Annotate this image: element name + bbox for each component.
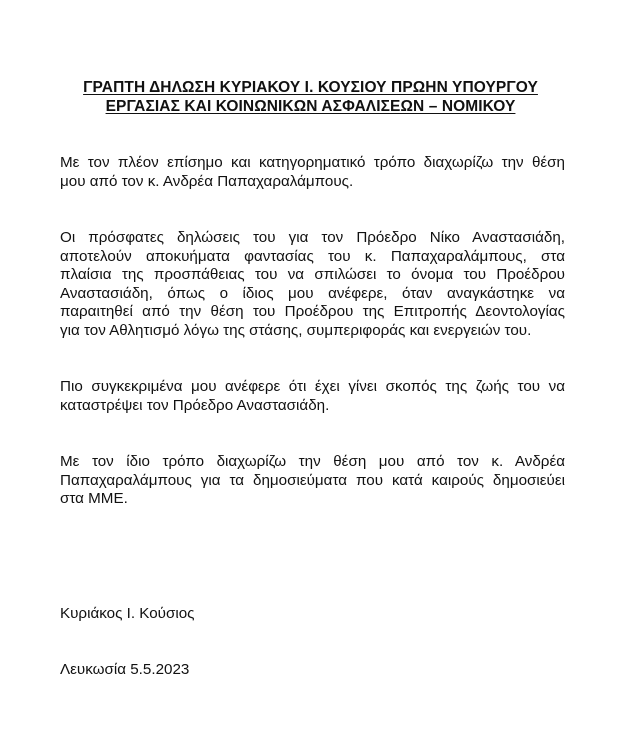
paragraph-1-line: Με τον πλέον επίσημο και κατηγορηματικό τρόπο διαχωρίζω την θέση [60,154,565,171]
document-title-line-1: ΓΡΑΠΤΗ ΔΗΛΩΣΗ ΚΥΡΙΑΚΟΥ Ι. ΚΟΥΣΙΟΥ ΠΡΩΗΝ ΥΠΟΥΡΓΟΥ [83,79,538,96]
paragraph-2-line: Αναστασιάδη, όπως ο ίδιος μου ανέφερε, όταν αναγκάστηκε να [60,284,565,302]
paragraph-2 [60,229,565,341]
paragraph-1 [60,154,565,191]
paragraph-2-line: Οι πρόσφατες δηλώσεις του για τον Πρόεδρο Νίκο Αναστασιάδη, [60,229,565,246]
signature-date: Λευκωσία 5.5.2023 [60,661,190,678]
paragraph-4-line: στα ΜΜΕ. [60,490,128,508]
paragraph-2-line: παραιτηθεί από την θέση του Προέδρου της Επιτροπής Δεοντολογίας [60,303,565,321]
paragraph-4 [60,453,565,509]
document-title-line-2: ΕΡΓΑΣΙΑΣ ΚΑΙ ΚΟΙΝΩΝΙΚΩΝ ΑΣΦΑΛΙΣΕΩΝ – ΝΟΜΙΚΟΥ [105,98,516,115]
signature-name: Κυριάκος Ι. Κούσιος [60,605,195,622]
paragraph-1-line: μου από τον κ. Ανδρέα Παπαχαραλάμπους. [60,172,354,190]
paragraph-2-line: αποτελούν αποκυήματα φαντασίας του κ. Παπαχαραλάμπους, στα [60,247,565,265]
paragraph-3-line: καταστρέψει τον Πρόεδρο Αναστασιάδη. [60,396,330,414]
paragraph-4-line: Με τον ίδιο τρόπο διαχωρίζω την θέση μου από τον κ. Ανδρέα [60,453,565,470]
paragraph-4-line: Παπαχαραλάμπους για τα δημοσιεύματα που κατά καιρούς δημοσιεύει [60,471,565,489]
paragraph-2-line: πλαίσια της προσπάθειας του να σπιλώσει το όνομα του Προέδρου [60,266,565,284]
paragraph-3 [60,378,565,415]
paragraph-2-line: για τον Αθλητισμό λόγω της στάσης, συμπεριφοράς και ενεργειών του. [60,321,532,339]
paragraph-3-line: Πιο συγκεκριμένα μου ανέφερε ότι έχει γίνει σκοπός της ζωής του να [60,378,565,395]
